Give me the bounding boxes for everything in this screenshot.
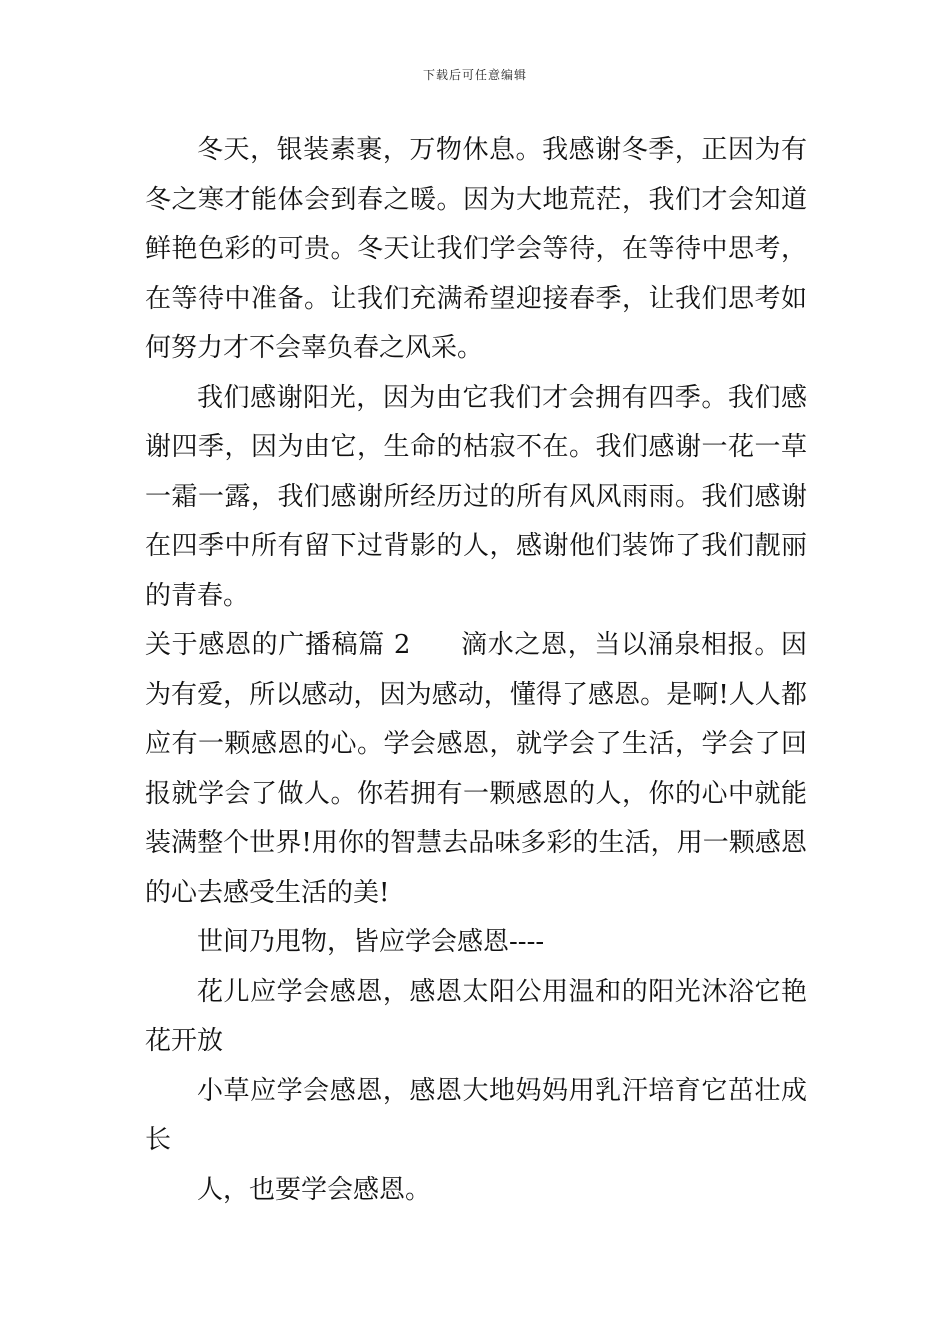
paragraph-world: 世间乃甩物，皆应学会感恩---- bbox=[197, 927, 545, 957]
paragraph-people: 人，也要学会感恩。 bbox=[197, 1174, 432, 1205]
header-note: 下载后可任意编辑 bbox=[422, 68, 527, 82]
section-text: 滴水之恩，当以涌泉相报。因为有爱，所以感动，因为感动，懂得了感恩。是啊!人人都应有一颗感恩的心。学会感恩，就学会了生活，学会了回报就学会了做人。你若拥有一颗感恩的人，你的心中就能装满整个世界!用你的智慧去品味多彩的生活，用一颗感恩的心去感受生活的美! bbox=[145, 630, 807, 908]
section-paragraph bbox=[145, 621, 807, 918]
paragraph-gratitude-seasons: 我们感谢阳光，因为由它我们才会拥有四季。我们感谢四季，因为由它，生命的枯寂不在。我们感谢一花一草一霜一露，我们感谢所经历过的所有风风雨雨。我们感谢在四季中所有留下过背影的人，感谢他们装饰了我们靓丽的青春。 bbox=[145, 382, 807, 611]
section-title: 关于感恩的广播稿篇 2 bbox=[145, 630, 411, 660]
paragraph-flowers: 花儿应学会感恩，感恩太阳公用温和的阳光沐浴它艳花开放 bbox=[145, 976, 807, 1056]
paragraph-grass: 小草应学会感恩，感恩大地妈妈用乳汗培育它茁壮成长 bbox=[145, 1075, 807, 1155]
paragraph-winter: 冬天，银装素裹，万物休息。我感谢冬季，正因为有冬之寒才能体会到春之暖。因为大地荒茫，我们才会知道鲜艳色彩的可贵。冬天让我们学会等待，在等待中思考，在等待中准备。让我们充满希望迎接春季，让我们思考如何努力才不会辜负春之风采。 bbox=[145, 135, 807, 363]
document-body bbox=[145, 126, 807, 1215]
